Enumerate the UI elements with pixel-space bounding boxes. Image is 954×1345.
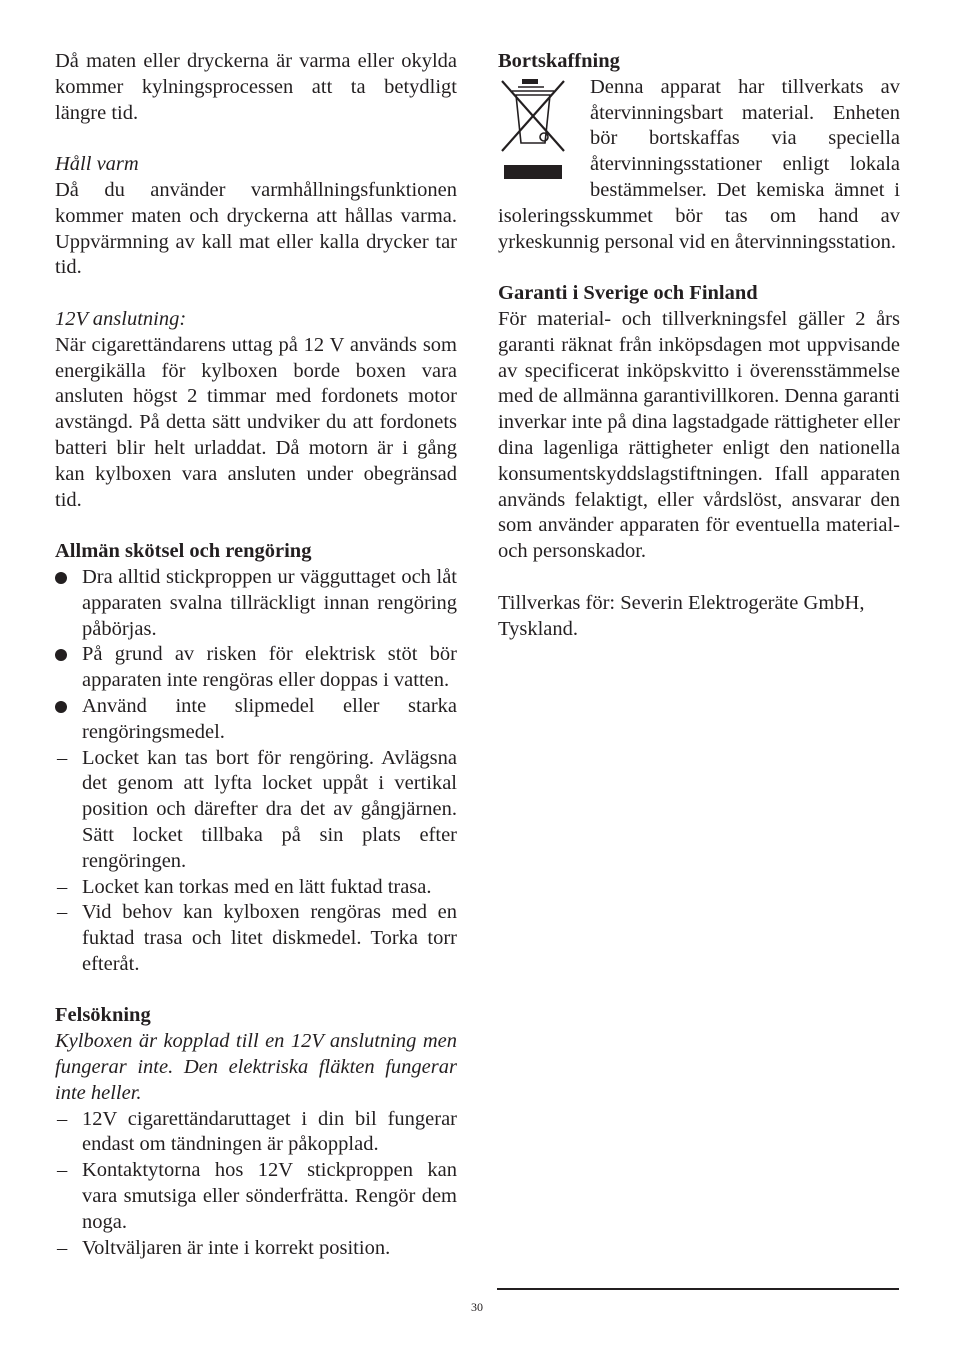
care-bullet-item (55, 642, 457, 694)
care-bullet-text: Använd inte slipmedel eller starka rengöringsmedel. (82, 694, 457, 743)
warranty-paragraph: För material- och tillverkningsfel gäller 2 års garanti räknat från inköpsdagen mot uppvisande av specificerat inköpskvitto i överensstämmelse med de allmänna garantivillkoren. Denna garanti inverkar inte på dina lagstadgade rättigheter eller dina lagenliga rättigheter enligt den nationella konsumentskyddslagstiftningen. Ifall apparaten används felaktigt, eller vårdslöst, ansvarar den som använder apparaten för eventuella material- och personskador. (498, 307, 900, 563)
crossed-out-wheelie-bin-icon (498, 77, 568, 181)
troubleshooting-problem: Kylboxen är kopplad till en 12V anslutning men fungerar inte. Den elektriska fläkten fungerar inte heller. (55, 1030, 457, 1104)
intro-paragraph: Då maten eller dryckerna är varma eller okylda kommer kylningsprocessen att ta betydligt längre tid. (55, 50, 457, 124)
troubleshooting-heading: Felsökning (55, 1004, 151, 1027)
dash-marker: – (57, 1107, 68, 1130)
dash-marker: – (57, 746, 68, 769)
page-number: 30 (471, 1300, 483, 1314)
care-dash-item (55, 746, 457, 875)
care-bullet-text: På grund av risken för elektrisk stöt bör apparaten inte rengöras eller doppas i vatten. (82, 643, 457, 692)
troubleshooting-dash-item (55, 1236, 457, 1262)
dash-marker: – (57, 1159, 68, 1182)
hold-warm-heading: Håll varm (55, 153, 139, 176)
dash-marker: – (57, 901, 68, 924)
right-column (498, 49, 900, 642)
disposal-paragraph: Denna apparat har tillverkats av återvinningsbart material. Enheten bör bortskaffas via speciella återvinningsstationer enligt lokala bestämmelser. Det kemiska ämnet i isoleringsskummet bör tas om hand av yrkeskunnig personal vid en återvinningsstation. (498, 75, 900, 253)
dash-marker: – (57, 875, 68, 898)
bullet-dot-icon (55, 572, 67, 584)
manufacturer-line: Tillverkas för: Severin Elektrogeräte GmbH, Tyskland. (498, 591, 865, 640)
care-bullet-text: Dra alltid stickproppen ur vägguttaget och låt apparaten svalna tillräckligt innan rengöring påbörjas. (82, 565, 457, 640)
connection-paragraph: När cigarettändarens uttag på 12 V används som energikälla för kylboxen borde boxen vara ansluten högst 2 timmar med fordonets motor avstängd. På detta sätt undviker du att fordonets batteri blir helt urladdat. Då motorn är i gång kan kylboxen vara ansluten under obegränsad tid. (55, 333, 457, 511)
left-column (55, 49, 457, 1261)
bullet-dot-icon (55, 701, 67, 713)
care-bullet-item (55, 565, 457, 642)
troubleshooting-dash-item (55, 1158, 457, 1235)
care-dash-item (55, 875, 457, 901)
warranty-heading: Garanti i Sverige och Finland (498, 282, 758, 305)
dash-marker: – (57, 1236, 68, 1259)
care-heading: Allmän skötsel och rengöring (55, 540, 312, 563)
troubleshooting-dash-text: 12V cigarettändaruttaget i din bil fungerar endast om tändningen är påkopplad. (82, 1107, 457, 1156)
troubleshooting-dash-item (55, 1107, 457, 1159)
footer-rule (497, 1288, 899, 1290)
hold-warm-paragraph: Då du använder varmhållningsfunktionen kommer maten och dryckerna att hållas varma. Uppvärmning av kall mat eller kalla drycker tar tid. (55, 178, 457, 279)
bullet-dot-icon (55, 649, 67, 661)
troubleshooting-dash-text: Kontaktytorna hos 12V stickproppen kan vara smutsiga eller sönderfrätta. Rengör dem noga. (82, 1159, 457, 1233)
care-dash-item (55, 900, 457, 977)
care-dash-text: Vid behov kan kylboxen rengöras med en fuktad trasa och litet diskmedel. Torka torr efteråt. (82, 901, 457, 975)
troubleshooting-dash-text: Voltväljaren är inte i korrekt position. (82, 1236, 391, 1259)
care-bullet-item (55, 694, 457, 746)
care-dash-text: Locket kan tas bort för rengöring. Avlägsna det genom att lyfta locket uppåt i vertikal position och därefter dra det av gångjärnen. Sätt locket tillbaka på sin plats efter rengöringen. (82, 746, 457, 872)
disposal-heading: Bortskaffning (498, 50, 620, 72)
connection-heading: 12V anslutning: (55, 307, 187, 330)
care-dash-text: Locket kan torkas med en lätt fuktad trasa. (82, 875, 432, 898)
